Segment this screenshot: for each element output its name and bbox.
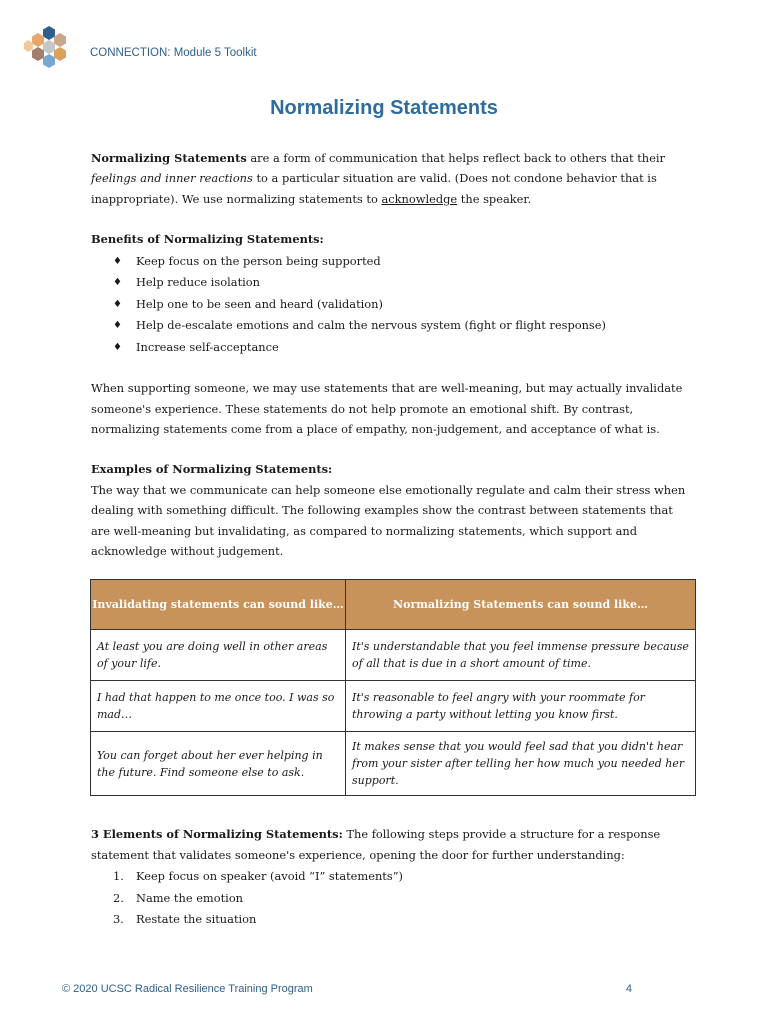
logo-hex-far-left — [24, 40, 33, 52]
intro-underline: acknowledge — [381, 191, 458, 206]
list-item-text: Restate the situation — [136, 912, 257, 927]
benefits-list — [91, 251, 691, 359]
list-item — [91, 909, 691, 931]
list-item — [91, 866, 691, 888]
toolkit-logo — [24, 26, 74, 78]
logo-hex-center — [43, 40, 55, 54]
footer-copyright: © 2020 UCSC Radical Resilience Training Program — [62, 983, 313, 995]
list-item — [91, 272, 691, 294]
examples-heading: Examples of Normalizing Statements: — [91, 462, 333, 477]
elements-list — [91, 866, 691, 931]
list-item-text: Increase self-acceptance — [136, 339, 279, 354]
examples-table-wrapper — [91, 579, 691, 796]
table-row — [91, 681, 696, 732]
elements-text: The following steps provide a structure for a response statement that validates someone's experience, opening the door for further understanding: — [91, 827, 661, 862]
list-item-text: Help reduce isolation — [136, 275, 260, 290]
intro-paragraph — [91, 148, 691, 209]
footer — [62, 983, 642, 995]
logo-hex-upper-right — [54, 33, 66, 47]
list-item — [91, 337, 691, 359]
table-cell-normalizing: It's reasonable to feel angry with your roommate for throwing a party without letting you know first. — [346, 681, 696, 732]
logo-hex-mid-right — [54, 47, 66, 61]
diamond-bullet-icon: ♦ — [113, 255, 122, 267]
intro-italic: feelings and inner reactions — [91, 171, 253, 186]
header-text: CONNECTION: Module 5 Toolkit — [90, 47, 257, 59]
intro-text-3: the speaker. — [457, 191, 532, 206]
page-title: Normalizing Statements — [270, 97, 498, 119]
list-item — [91, 888, 691, 910]
page-number: 4 — [625, 983, 632, 995]
examples-paragraph: The way that we communicate can help someone else emotionally regulate and calm their stress when dealing with something difficult. The following examples show the contrast between statements that are well-meaning but invalidating, as compared to normalizing statements, which support and acknowledge without judgement. — [91, 482, 686, 558]
intro-bold: Normalizing Statements — [91, 151, 247, 165]
table-cell-invalidating: You can forget about her ever helping in the future. Find someone else to ask. — [91, 732, 346, 796]
table-header-row — [91, 580, 696, 630]
benefits-heading: Benefits of Normalizing Statements: — [91, 232, 324, 247]
support-paragraph: When supporting someone, we may use statements that are well-meaning, but may actually invalidate someone's experience. These statements do not help promote an emotional shift. By contrast, normalizing statements come from a place of empathy, non-judgement, and acceptance of what is. — [91, 381, 683, 436]
table-row — [91, 732, 696, 796]
list-number: 3. — [113, 912, 124, 927]
examples-table — [90, 579, 696, 796]
list-item — [91, 294, 691, 316]
diamond-bullet-icon: ♦ — [113, 277, 122, 289]
logo-hex-mid-left — [32, 47, 44, 61]
elements-heading: 3 Elements of Normalizing Statements: — [91, 827, 343, 842]
content — [91, 148, 691, 931]
list-item-text: Keep focus on the person being supported — [136, 253, 381, 268]
list-item — [91, 251, 691, 273]
table-header-normalizing: Normalizing Statements can sound like… — [346, 580, 696, 630]
table-cell-invalidating: At least you are doing well in other areas of your life. — [91, 630, 346, 681]
table-cell-invalidating: I had that happen to me once too. I was so mad… — [91, 681, 346, 732]
list-item-text: Keep focus on speaker (avoid “I” statements”) — [136, 869, 403, 884]
elements-paragraph — [91, 824, 691, 865]
logo-hex-upper-left — [32, 33, 44, 47]
diamond-bullet-icon: ♦ — [113, 298, 122, 310]
list-number: 2. — [113, 890, 124, 905]
intro-text-1: are a form of communication that helps reflect back to others that their — [246, 151, 665, 165]
diamond-bullet-icon: ♦ — [113, 320, 122, 332]
list-item-text: Help one to be seen and heard (validation) — [136, 296, 383, 311]
logo-hex-top — [43, 26, 55, 40]
table-row — [91, 630, 696, 681]
diamond-bullet-icon: ♦ — [113, 341, 122, 353]
table-cell-normalizing: It makes sense that you would feel sad that you didn't hear from your sister after telling her how much you needed her support. — [346, 732, 696, 796]
intro-text-2: to a particular situation are valid. (Does not condone behavior that is inappropriate). We use normalizing statements to — [91, 171, 657, 206]
list-number: 1. — [113, 869, 124, 884]
table-header-invalidating: Invalidating statements can sound like… — [91, 580, 346, 630]
table-cell-normalizing: It's understandable that you feel immense pressure because of all that is due in a short amount of time. — [346, 630, 696, 681]
logo-hex-bottom — [43, 54, 55, 68]
list-item-text: Help de-escalate emotions and calm the nervous system (fight or flight response) — [136, 318, 606, 333]
list-item — [91, 315, 691, 337]
list-item-text: Name the emotion — [136, 890, 244, 905]
